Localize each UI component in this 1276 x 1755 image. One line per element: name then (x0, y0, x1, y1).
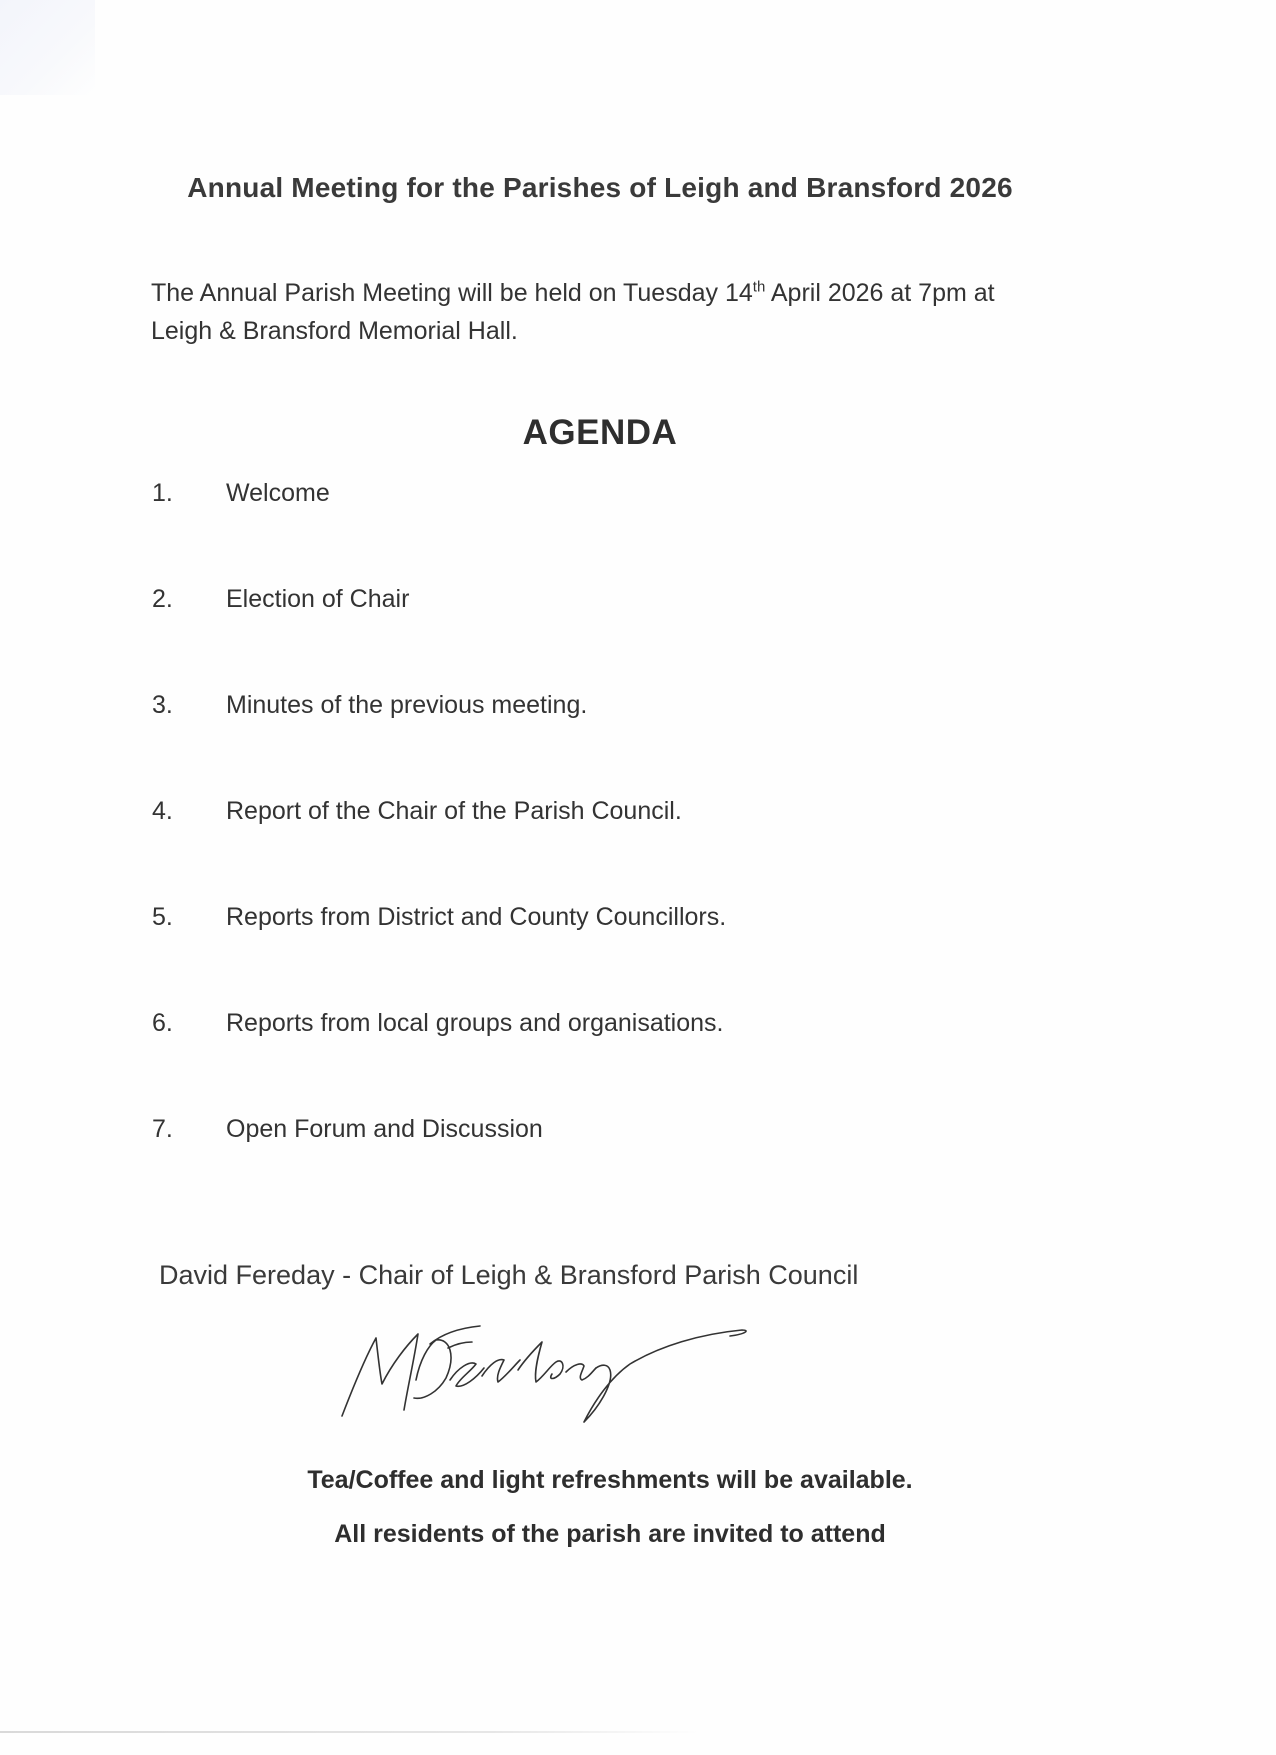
meeting-intro (151, 274, 1091, 350)
page-title: Annual Meeting for the Parishes of Leigh and Bransford 2026 (187, 172, 1013, 203)
agenda-item (152, 478, 1052, 584)
agenda-item-text: Minutes of the previous meeting. (226, 691, 588, 719)
agenda-item-text: Report of the Chair of the Parish Council. (226, 797, 682, 825)
agenda-item-text: Open Forum and Discussion (226, 1115, 543, 1143)
agenda-item (152, 796, 1052, 902)
agenda-item-text: Welcome (226, 479, 330, 507)
agenda-item-text: Reports from local groups and organisations. (226, 1009, 724, 1037)
agenda-item (152, 584, 1052, 690)
agenda-item-number: 5. (152, 903, 173, 931)
scan-shading (0, 0, 95, 95)
agenda-item-number: 7. (152, 1115, 173, 1143)
agenda-item-number: 6. (152, 1009, 173, 1037)
intro-text-continued: April 2026 at 7pm at (765, 279, 995, 307)
scan-edge-line (0, 1731, 700, 1733)
agenda-item-text: Election of Chair (226, 585, 410, 613)
agenda-item-number: 3. (152, 691, 173, 719)
agenda-item (152, 1008, 1052, 1114)
agenda-item-number: 2. (152, 585, 173, 613)
agenda-item-number: 4. (152, 797, 173, 825)
chair-signature-line: David Fereday - Chair of Leigh & Bransford Parish Council (159, 1260, 859, 1290)
agenda-item-text: Reports from District and County Councillors. (226, 903, 727, 931)
agenda-item-number: 1. (152, 479, 173, 507)
agenda-heading: AGENDA (522, 413, 678, 452)
handwritten-signature (330, 1320, 760, 1430)
agenda-item (152, 902, 1052, 1008)
agenda-item (152, 1114, 1052, 1220)
intro-venue: Leigh & Bransford Memorial Hall. (151, 317, 518, 345)
intro-text: The Annual Parish Meeting will be held on Tuesday 14 (151, 279, 753, 307)
intro-date-suffix: th (752, 278, 766, 296)
refreshments-note: Tea/Coffee and light refreshments will be available. (307, 1466, 913, 1494)
agenda-list (152, 478, 1052, 1220)
agenda-item (152, 690, 1052, 796)
invitation-note: All residents of the parish are invited to attend (334, 1520, 886, 1548)
